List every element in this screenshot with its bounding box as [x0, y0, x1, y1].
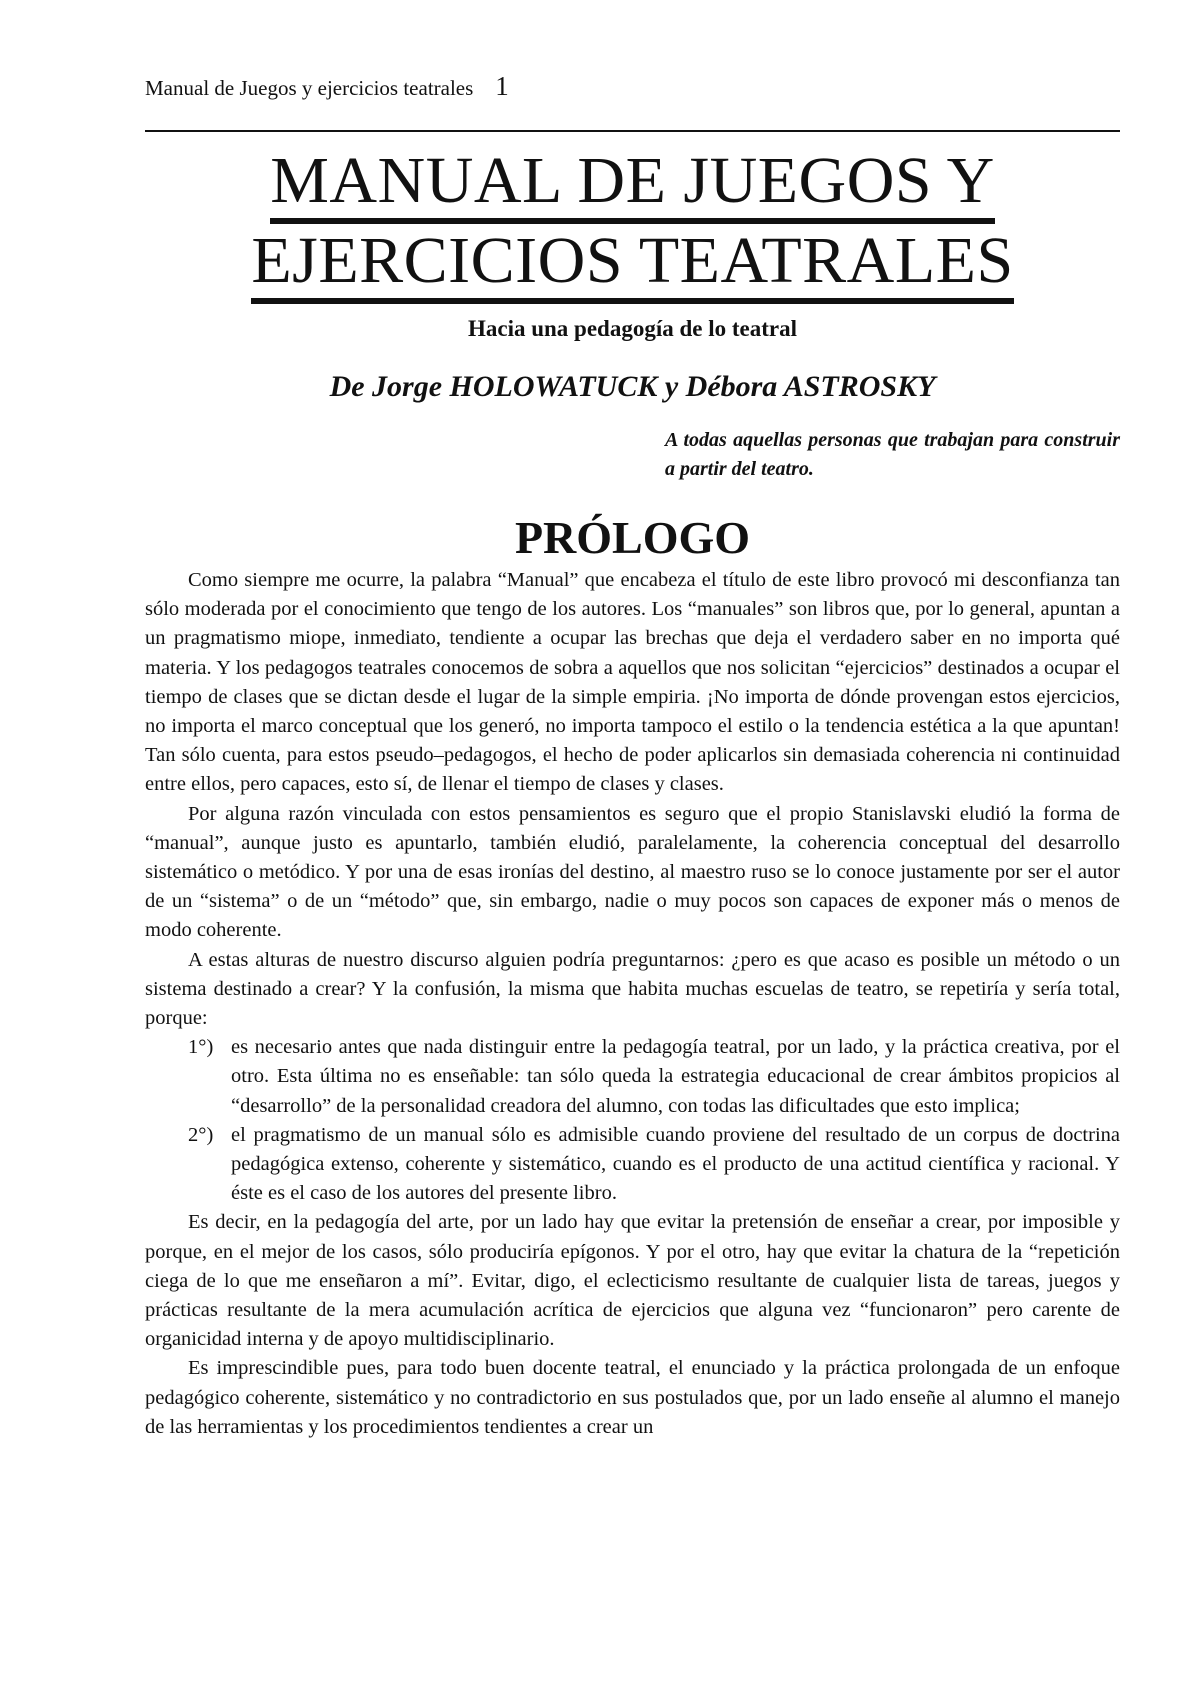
list-item-text: el pragmatismo de un manual sólo es admisible cuando proviene del resultado de un corpus de doctrina pedagógica extenso, coherente y sistemático, cuando es el producto de una actitud científica y racional. Y éste es el caso de los autores del presente libro.	[231, 1123, 1120, 1205]
paragraph: Es imprescindible pues, para todo buen docente teatral, el enunciado y la práctica prolongada de un enfoque pedagógico coherente, sistemático y no contradictorio en sus postulados que, por un lado enseñe al alumno el manejo de las herramientas y los procedimientos tendientes a crear un	[145, 1357, 1120, 1438]
main-title	[145, 144, 1120, 304]
list-marker: 2°)	[188, 1123, 214, 1146]
header-rule	[145, 130, 1120, 132]
authors: De Jorge HOLOWATUCK y Débora ASTROSKY	[329, 370, 936, 403]
list-item	[188, 1033, 1120, 1121]
running-header-title: Manual de Juegos y ejercicios teatrales	[145, 76, 474, 100]
paragraph: Por alguna razón vinculada con estos pensamientos es seguro que el propio Stanislavski eludió la forma de “manual”, aunque justo es apuntarlo, también eludió, paralelamente, la coherencia conceptual del desarrollo sistemático o metódico. Y por una de esas ironías del destino, al maestro ruso se lo conoce justamente por ser el autor de un “sistema” o de un “método” que, sin embargo, nadie o muy pocos son capaces de exponer más o menos de modo coherente.	[145, 802, 1120, 942]
section-title: PRÓLOGO	[514, 512, 751, 563]
list-item	[188, 1121, 1120, 1209]
prologue-body	[145, 566, 1120, 1442]
paragraph: Como siempre me ocurre, la palabra “Manual” que encabeza el título de este libro provocó mi desconfianza tan sólo moderada por el conocimiento que tengo de los autores. Los “manuales” son libros que, por lo general, apuntan a un pragmatismo miope, inmediato, tendiente a ocupar las brechas que deja el verdadero saber en no importa qué materia. Y los pedagogos teatrales conocemos de sobra a aquellos que nos solicitan “ejercicios” destinados a ocupar el tiempo de clases que se dictan desde el lugar de la simple empiria. ¡No importa de dónde provengan estos ejercicios, no importa el marco conceptual que los generó, no importa tampoco el estilo o la tendencia estética a la que apuntan! Tan sólo cuenta, para estos pseudo–pedagogos, el hecho de poder aplicarlos sin demasiada coherencia ni continuidad entre ellos, pero capaces, esto sí, de llenar el tiempo de clases y clases.	[145, 569, 1120, 796]
running-header	[145, 72, 1120, 110]
page-number: 1	[495, 71, 509, 101]
list-item-text: es necesario antes que nada distinguir entre la pedagogía teatral, por un lado, y la práctica creativa, por el otro. Esta última no es enseñable: tan sólo queda la estrategia educacional de crear ámbitos propicios al “desarrollo” de la personalidad creadora del alumno, con todas las dificultades que esto implica;	[231, 1036, 1120, 1117]
dedication: A todas aquellas personas que trabajan para construir a partir del teatro.	[665, 429, 1120, 480]
paragraph: A estas alturas de nuestro discurso alguien podría preguntarnos: ¿pero es que acaso es posible un método o un sistema destinado a crear? Y la confusión, la misma que habita muchas escuelas de teatro, se repetiría y sería total, porque:	[145, 948, 1120, 1030]
title-line-2: EJERCICIOS TEATRALES	[251, 224, 1013, 304]
list-marker: 1°)	[188, 1036, 214, 1059]
title-line-1: MANUAL DE JUEGOS Y	[270, 144, 995, 224]
document-page	[145, 72, 1120, 1442]
subtitle: Hacia una pedagogía de lo teatral	[467, 316, 798, 341]
paragraph: Es decir, en la pedagogía del arte, por un lado hay que evitar la pretensión de enseñar a crear, por imposible y porque, en el mejor de los casos, sólo produciría epígonos. Y por el otro, hay que evitar la chatura de la “repetición ciega de lo que me enseñaron a mí”. Evitar, digo, el eclecticismo resultante de cualquier lista de tareas, juegos y prácticas resultante de la mera acumulación acrítica de ejercicios que alguna vez “funcionaron” pero carente de organicidad interna y de apoyo multidisciplinario.	[145, 1211, 1120, 1351]
